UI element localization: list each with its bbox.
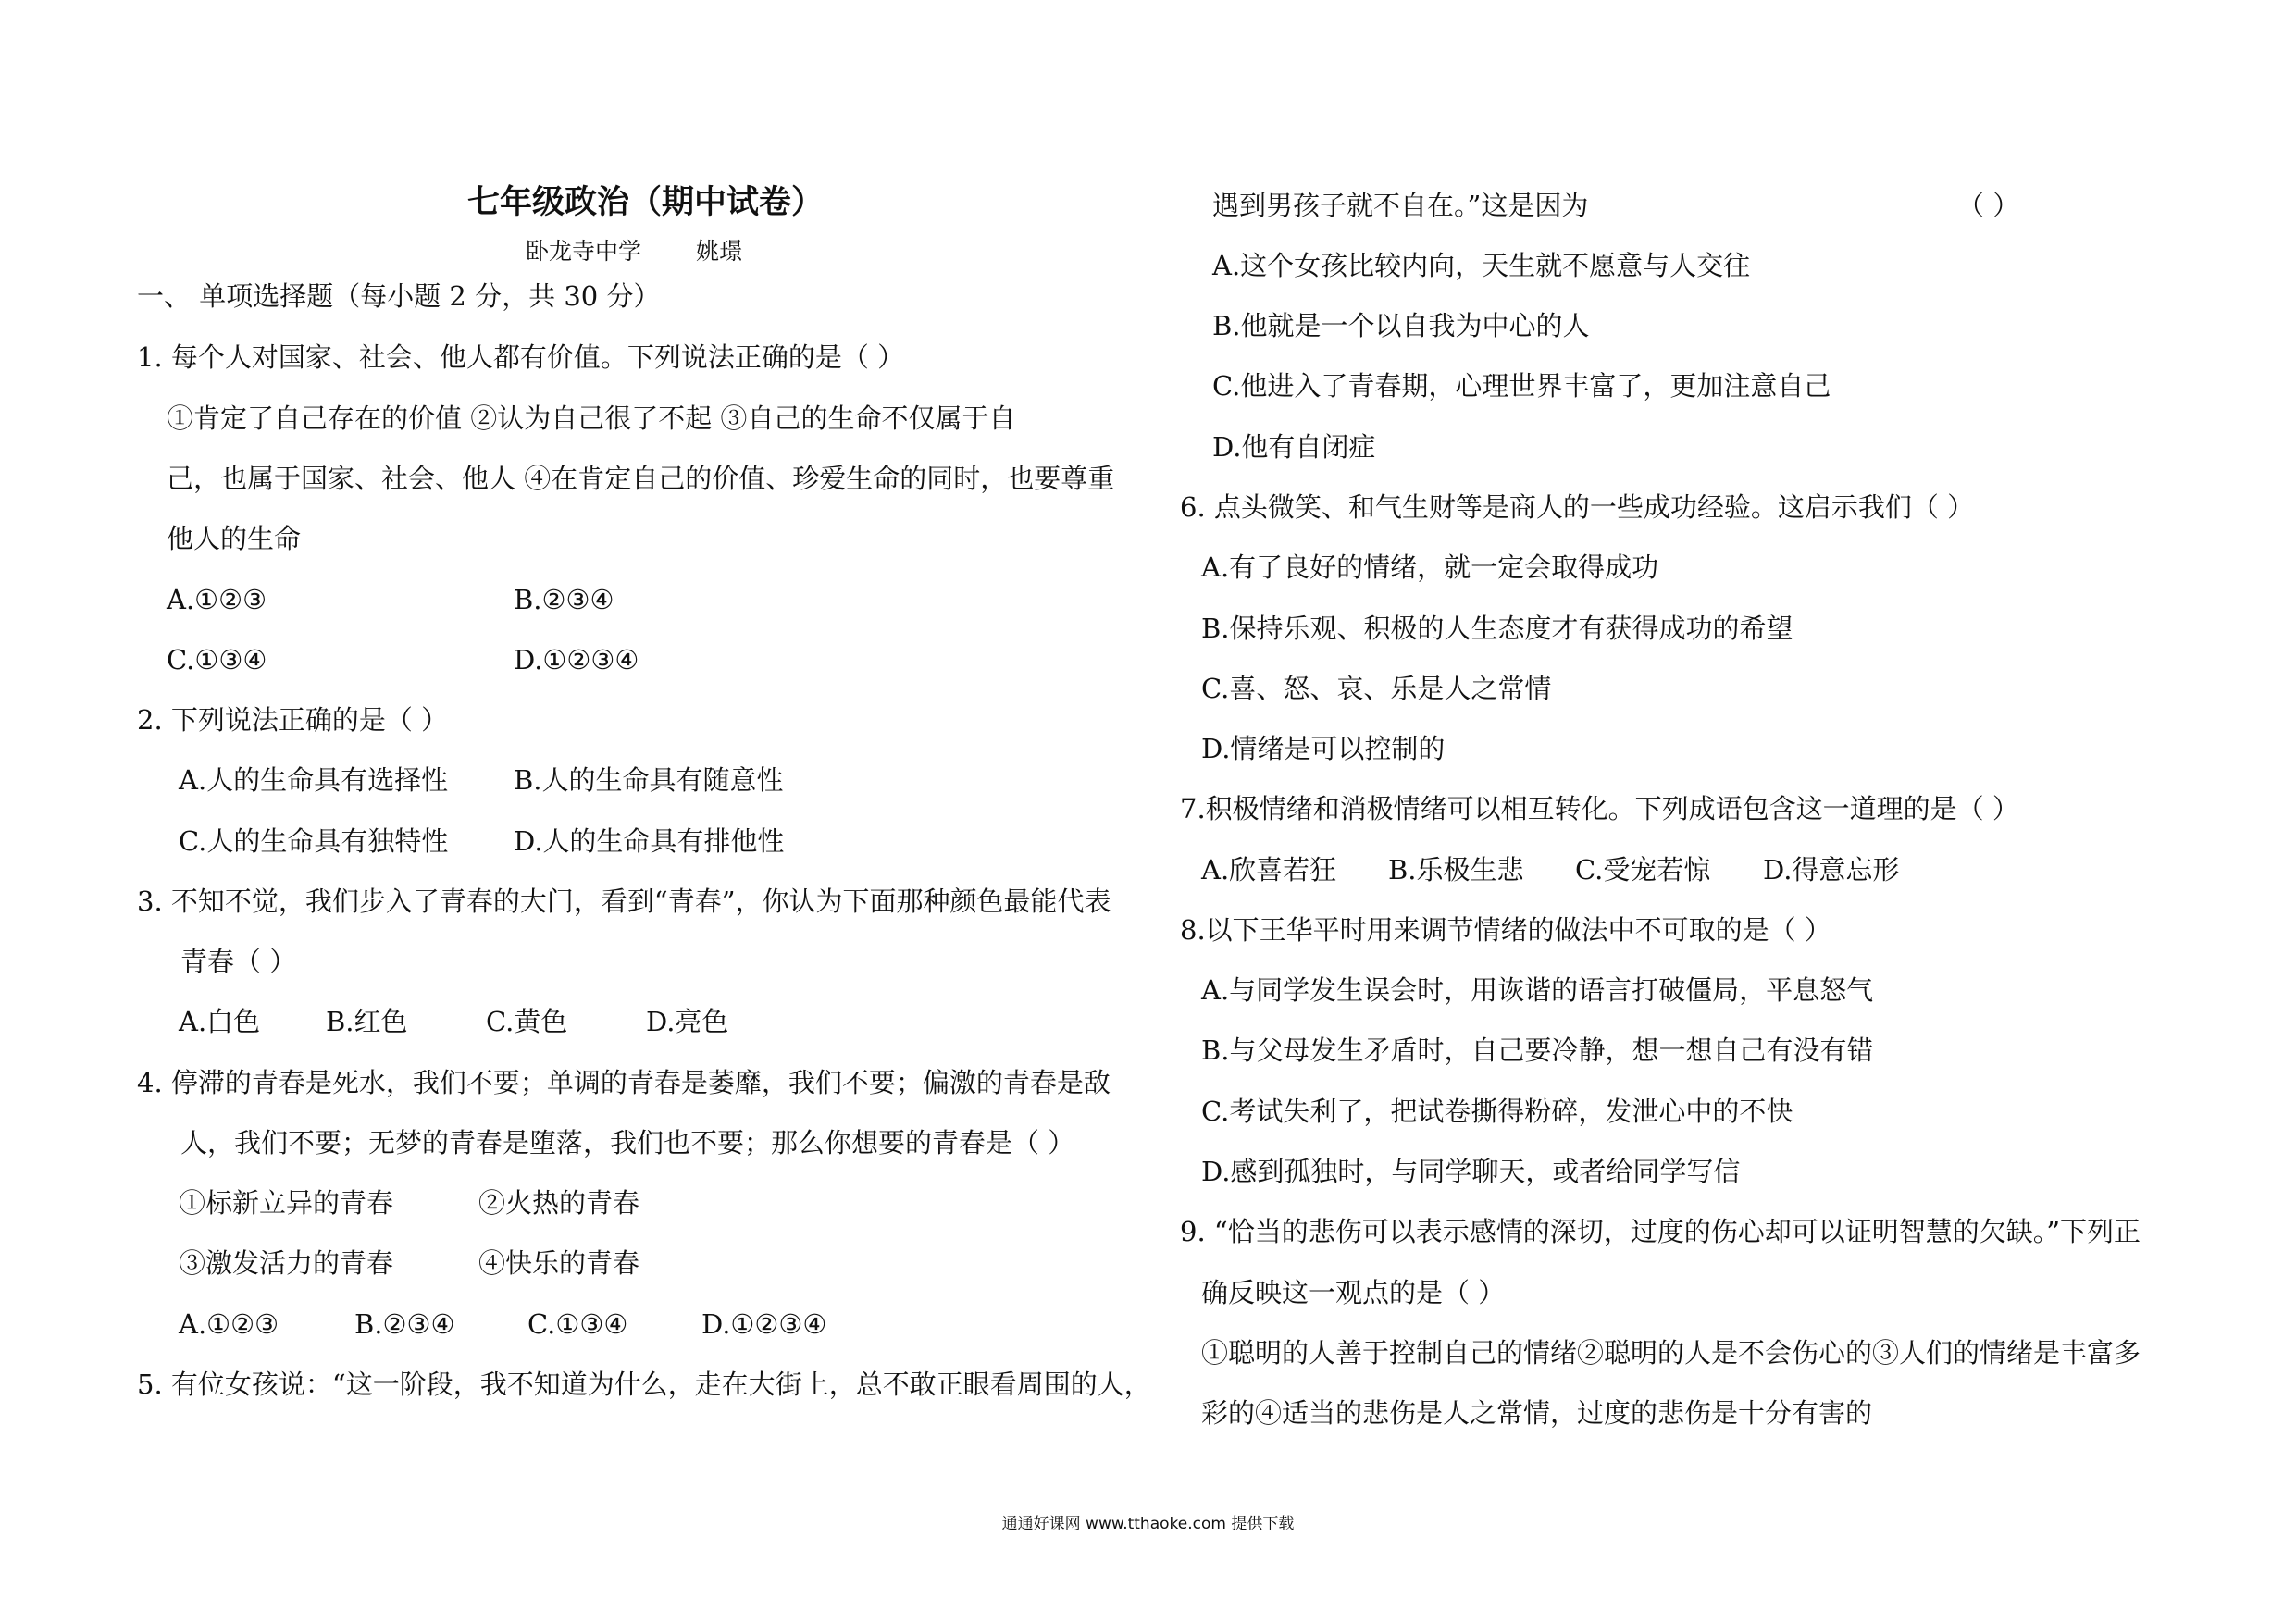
q3-line1: 3. 不知不觉，我们步入了青春的大门，看到“青春”，你认为下面那种颜色最能代表 [137, 886, 1111, 917]
q5-line1: 5. 有位女孩说：“这一阶段，我不知道为什么，走在大街上，总不敢正眼看周围的人， [137, 1369, 1151, 1400]
q5-answer-paren: （ ） [1957, 190, 2020, 221]
q6-option-c: C.喜、怒、哀、乐是人之常情 [1201, 673, 1552, 704]
q9-line2: 确反映这一观点的是（ ） [1201, 1277, 1506, 1308]
q8-option-a: A.与同学发生误会时，用诙谐的语言打破僵局，平息怒气 [1201, 974, 1874, 1006]
q8-option-c: C.考试失利了，把试卷撕得粉碎，发泄心中的不快 [1201, 1096, 1793, 1127]
q5-option-b: B.他就是一个以自我为中心的人 [1212, 310, 1590, 341]
q4-line1: 4. 停滞的青春是死水，我们不要；单调的青春是萎靡，我们不要；偏激的青春是敌 [137, 1067, 1111, 1098]
q5-option-d: D.他有自闭症 [1212, 431, 1376, 463]
q7-option-d: D.得意忘形 [1763, 854, 1900, 886]
q7-stem: 7.积极情绪和消极情绪可以相互转化。下列成语包含这一道理的是（ ） [1180, 793, 2019, 824]
q7-option-c: C.受宠若惊 [1575, 854, 1711, 886]
q5-line2: 遇到男孩子就不自在。”这是因为 [1212, 190, 1589, 221]
q4-item-3: ③激发活力的青春 [179, 1247, 394, 1279]
q2-stem: 2. 下列说法正确的是（ ） [137, 704, 449, 736]
q5-option-c: C.他进入了青春期，心理世界丰富了，更加注意自己 [1212, 370, 1831, 402]
page-footer: 通通好课网 www.tthaoke.com 提供下载 [1001, 1515, 1295, 1533]
q1-option-d: D.①②③④ [514, 644, 639, 675]
q9-line1: 9. “恰当的悲伤可以表示感情的深切，过度的伤心却可以证明智慧的欠缺。”下列正 [1180, 1216, 2141, 1247]
q3-option-c: C.黄色 [486, 1006, 568, 1037]
q8-option-b: B.与父母发生矛盾时，自己要冷静，想一想自己有没有错 [1201, 1035, 1874, 1066]
q1-line1: ①肯定了自己存在的价值 ②认为自己很了不起 ③自己的生命不仅属于自 [167, 403, 1016, 434]
q3-option-b: B.红色 [326, 1006, 408, 1037]
page-title: 七年级政治（期中试卷） [467, 183, 825, 221]
q3-option-a: A.白色 [179, 1006, 261, 1037]
q7-option-a: A.欣喜若狂 [1201, 854, 1337, 886]
q3-option-d: D.亮色 [646, 1006, 729, 1037]
q8-stem: 8.以下王华平时用来调节情绪的做法中不可取的是（ ） [1180, 914, 1831, 946]
q8-option-d: D.感到孤独时，与同学聊天，或者给同学写信 [1201, 1156, 1741, 1187]
q9-line4: 彩的④适当的悲伤是人之常情，过度的悲伤是十分有害的 [1201, 1397, 1873, 1429]
q6-stem: 6. 点头微笑、和气生财等是商人的一些成功经验。这启示我们（ ） [1180, 491, 1975, 523]
q1-line3: 他人的生命 [167, 523, 302, 554]
q2-option-c: C.人的生命具有独特性 [179, 825, 449, 857]
q5-option-a: A.这个女孩比较内向，天生就不愿意与人交往 [1212, 250, 1751, 281]
section-heading: 一、 单项选择题（每小题 2 分，共 30 分） [137, 280, 661, 312]
q2-option-a: A.人的生命具有选择性 [179, 764, 449, 796]
q1-line2: 己，也属于国家、社会、他人 ④在肯定自己的价值、珍爱生命的同时，也要尊重 [167, 463, 1115, 494]
q4-line2: 人，我们不要；无梦的青春是堕落，我们也不要；那么你想要的青春是（ ） [180, 1127, 1075, 1158]
q4-option-d: D.①②③④ [701, 1308, 827, 1340]
q1-option-b: B.②③④ [514, 584, 614, 615]
q9-line3: ①聪明的人善于控制自己的情绪②聪明的人是不会伤心的③人们的情绪是丰富多 [1201, 1337, 2141, 1369]
q6-option-b: B.保持乐观、积极的人生态度才有获得成功的希望 [1201, 613, 1793, 644]
q1-stem: 1. 每个人对国家、社会、他人都有价值。下列说法正确的是（ ） [137, 341, 905, 373]
q7-option-b: B.乐极生悲 [1388, 854, 1524, 886]
q4-item-4: ④快乐的青春 [478, 1247, 640, 1279]
q3-line2: 青春（ ） [180, 946, 297, 977]
school-name: 卧龙寺中学 [526, 238, 642, 265]
q1-option-c: C.①③④ [167, 644, 267, 675]
q4-option-a: A.①②③ [179, 1308, 279, 1340]
q6-option-a: A.有了良好的情绪，就一定会取得成功 [1201, 551, 1659, 583]
q6-option-d: D.情绪是可以控制的 [1201, 733, 1446, 764]
q4-item-2: ②火热的青春 [478, 1187, 640, 1219]
q4-item-1: ①标新立异的青春 [179, 1187, 394, 1219]
q4-option-c: C.①③④ [527, 1308, 628, 1340]
q4-option-b: B.②③④ [354, 1308, 455, 1340]
author-name: 姚璟 [696, 238, 743, 265]
q2-option-d: D.人的生命具有排他性 [514, 825, 785, 857]
q1-option-a: A.①②③ [167, 584, 267, 615]
q2-option-b: B.人的生命具有随意性 [514, 764, 784, 796]
